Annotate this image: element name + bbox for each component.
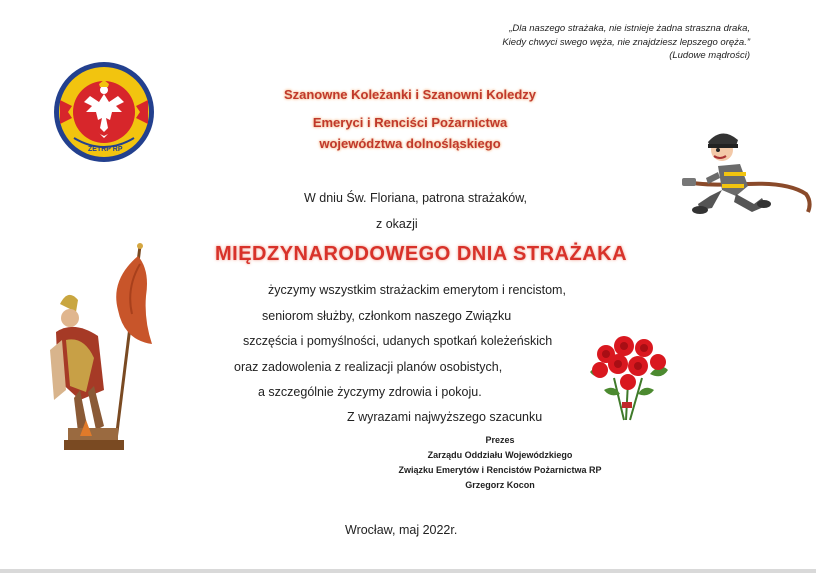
quote-line-1: „Dla naszego strażaka, nie istnieje żadna straszna draka, xyxy=(509,23,750,34)
saint-florian-statue-image xyxy=(40,240,160,455)
greeting-line-2: Emeryci i Renciści Pożarnictwa xyxy=(312,115,508,130)
wish-line-3: szczęścia i pomyślności, udanych spotkań koleżeńskich xyxy=(243,334,553,348)
signature-title: Prezes xyxy=(485,435,515,445)
signature-line-2: Związku Emerytów i Rencistów Pożarnictwa RP xyxy=(398,465,602,475)
headline: MIĘDZYNARODOWEGO DNIA STRAŻAKA xyxy=(215,243,628,265)
wish-line-4: oraz zadowolenia z realizacji planów osobistych, xyxy=(234,360,503,374)
intro-line-2: z okazji xyxy=(376,217,418,231)
page-bottom-border xyxy=(0,569,816,573)
signature-line-1: Zarządu Oddziału Wojewódzkiego xyxy=(427,450,573,460)
greeting-line-3: województwa dolnośląskiego xyxy=(319,136,501,151)
wish-line-5: a szczególnie życzymy zdrowia i pokoju. xyxy=(258,385,482,399)
quote-source: (Ludowe mądrości) xyxy=(669,50,750,61)
intro-line-1: W dniu Św. Floriana, patrona strażaków, xyxy=(304,191,528,205)
folk-quote xyxy=(430,22,750,63)
wish-line-6: Z wyrazami najwyższego szacunku xyxy=(347,410,543,424)
signature-name: Grzegorz Kocon xyxy=(465,480,535,490)
place-date: Wrocław, maj 2022r. xyxy=(345,523,458,537)
signature-block xyxy=(380,433,620,493)
zerp-logo xyxy=(52,60,156,164)
rose-bouquet-image xyxy=(584,332,674,424)
wish-line-2: seniorom służby, członkom naszego Związku xyxy=(262,309,512,323)
firefighter-cartoon-image xyxy=(678,124,812,224)
greeting-line-1: Szanowne Koleżanki i Szanowni Koledzy xyxy=(283,87,537,102)
logo-ring-text: ZETRP RP xyxy=(88,146,123,153)
wish-line-1: życzymy wszystkim strażackim emerytom i rencistom, xyxy=(268,283,566,297)
quote-line-2: Kiedy chwyci swego węża, nie znajdziesz lepszego oręża.” xyxy=(502,36,750,48)
